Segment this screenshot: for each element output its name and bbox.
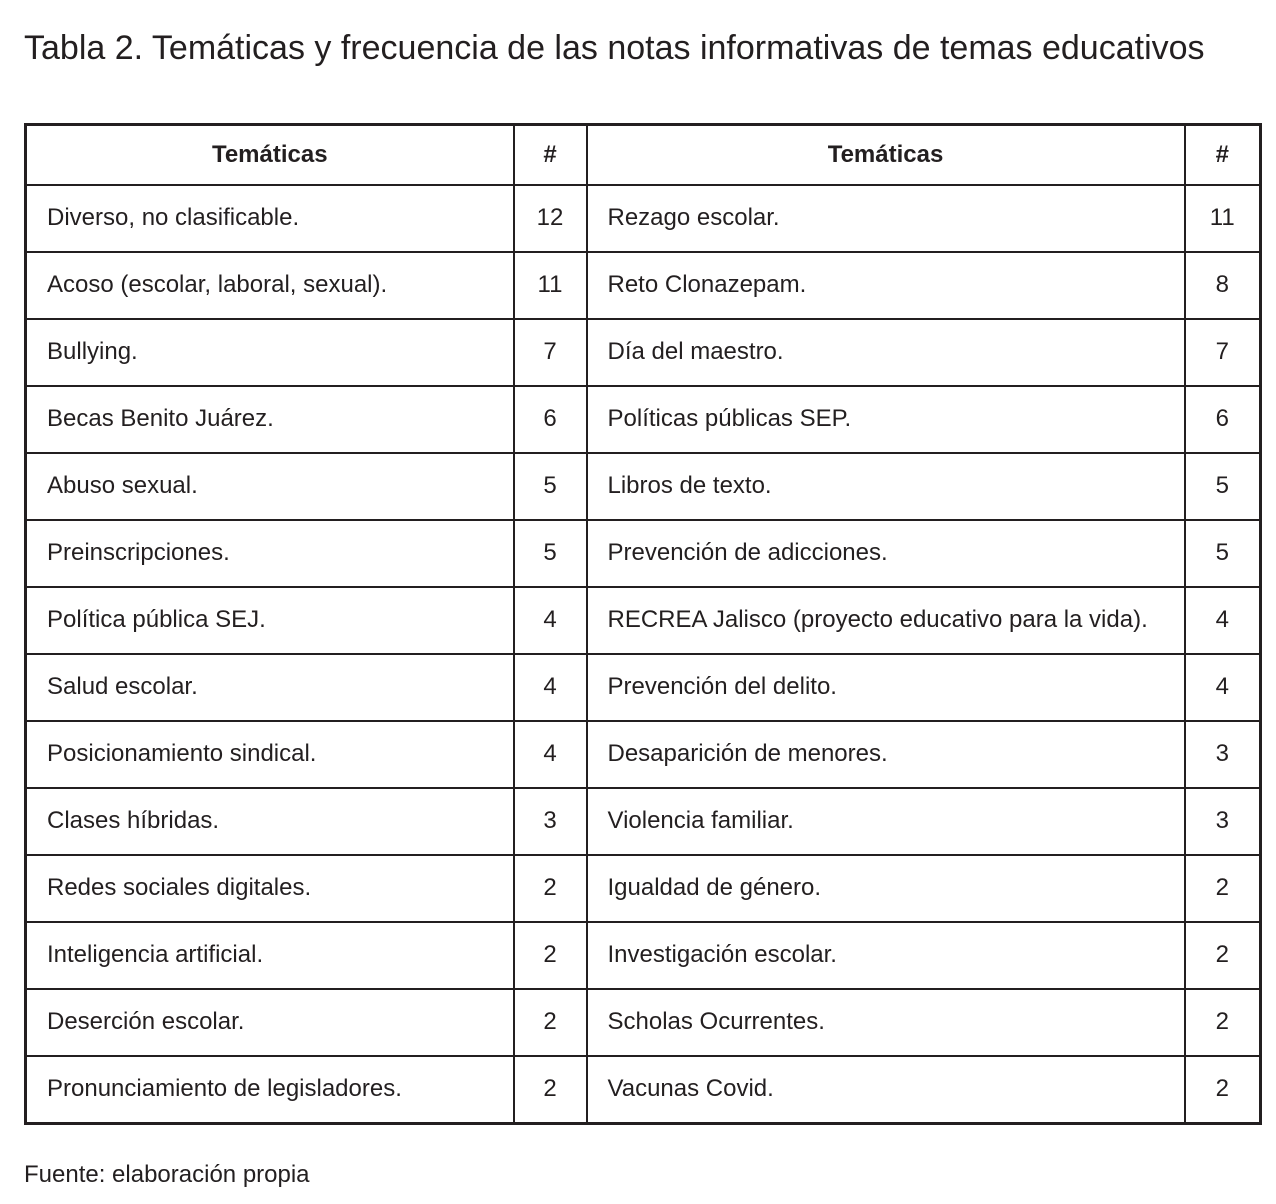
right-topic-cell: Vacunas Covid.	[587, 1056, 1185, 1124]
header-topic-left: Temáticas	[26, 125, 514, 186]
right-count-cell: 2	[1185, 922, 1261, 989]
left-topic-cell: Salud escolar.	[26, 654, 514, 721]
left-topic-cell: Acoso (escolar, laboral, sexual).	[26, 252, 514, 319]
header-topic-right: Temáticas	[587, 125, 1185, 186]
right-count-cell: 3	[1185, 721, 1261, 788]
left-count-cell: 6	[514, 386, 587, 453]
left-count-cell: 2	[514, 855, 587, 922]
left-count-cell: 4	[514, 587, 587, 654]
left-count-cell: 3	[514, 788, 587, 855]
right-count-cell: 5	[1185, 520, 1261, 587]
left-count-cell: 2	[514, 922, 587, 989]
right-count-cell: 6	[1185, 386, 1261, 453]
right-topic-cell: Reto Clonazepam.	[587, 252, 1185, 319]
source-note: Fuente: elaboración propia	[24, 1161, 310, 1188]
right-topic-cell: Desaparición de menores.	[587, 721, 1185, 788]
right-count-cell: 2	[1185, 855, 1261, 922]
table-row	[26, 252, 1261, 319]
table-row	[26, 319, 1261, 386]
left-topic-cell: Posicionamiento sindical.	[26, 721, 514, 788]
left-topic-cell: Inteligencia artificial.	[26, 922, 514, 989]
table-row	[26, 989, 1261, 1056]
right-topic-cell: Libros de texto.	[587, 453, 1185, 520]
table-row	[26, 1056, 1261, 1124]
right-topic-cell: Violencia familiar.	[587, 788, 1185, 855]
right-topic-cell: Rezago escolar.	[587, 185, 1185, 252]
left-count-cell: 5	[514, 453, 587, 520]
table-row	[26, 855, 1261, 922]
header-count-right: #	[1185, 125, 1261, 186]
right-count-cell: 5	[1185, 453, 1261, 520]
right-count-cell: 11	[1185, 185, 1261, 252]
left-topic-cell: Diverso, no clasificable.	[26, 185, 514, 252]
left-count-cell: 7	[514, 319, 587, 386]
table-row	[26, 788, 1261, 855]
right-count-cell: 4	[1185, 654, 1261, 721]
left-topic-cell: Redes sociales digitales.	[26, 855, 514, 922]
left-topic-cell: Preinscripciones.	[26, 520, 514, 587]
left-count-cell: 4	[514, 654, 587, 721]
left-count-cell: 4	[514, 721, 587, 788]
right-count-cell: 2	[1185, 989, 1261, 1056]
right-count-cell: 3	[1185, 788, 1261, 855]
left-count-cell: 5	[514, 520, 587, 587]
topics-frequency-table	[24, 123, 1262, 1125]
right-topic-cell: Día del maestro.	[587, 319, 1185, 386]
right-count-cell: 8	[1185, 252, 1261, 319]
right-topic-cell: RECREA Jalisco (proyecto educativo para la vida).	[587, 587, 1185, 654]
left-topic-cell: Clases híbridas.	[26, 788, 514, 855]
left-count-cell: 2	[514, 989, 587, 1056]
left-count-cell: 11	[514, 252, 587, 319]
table-row	[26, 587, 1261, 654]
right-topic-cell: Prevención del delito.	[587, 654, 1185, 721]
left-count-cell: 12	[514, 185, 587, 252]
table-row	[26, 654, 1261, 721]
right-count-cell: 4	[1185, 587, 1261, 654]
right-topic-cell: Políticas públicas SEP.	[587, 386, 1185, 453]
table-row	[26, 185, 1261, 252]
table-row	[26, 520, 1261, 587]
left-topic-cell: Bullying.	[26, 319, 514, 386]
left-topic-cell: Política pública SEJ.	[26, 587, 514, 654]
left-topic-cell: Abuso sexual.	[26, 453, 514, 520]
table-row	[26, 922, 1261, 989]
left-topic-cell: Becas Benito Juárez.	[26, 386, 514, 453]
right-count-cell: 2	[1185, 1056, 1261, 1124]
table-row	[26, 386, 1261, 453]
table-title: Tabla 2. Temáticas y frecuencia de las notas informativas de temas educativos	[24, 29, 1205, 67]
table-row	[26, 721, 1261, 788]
table-row	[26, 453, 1261, 520]
header-count-left: #	[514, 125, 587, 186]
right-count-cell: 7	[1185, 319, 1261, 386]
left-topic-cell: Deserción escolar.	[26, 989, 514, 1056]
left-topic-cell: Pronunciamiento de legisladores.	[26, 1056, 514, 1124]
right-topic-cell: Investigación escolar.	[587, 922, 1185, 989]
right-topic-cell: Igualdad de género.	[587, 855, 1185, 922]
right-topic-cell: Scholas Ocurrentes.	[587, 989, 1185, 1056]
header-row	[26, 125, 1261, 186]
right-topic-cell: Prevención de adicciones.	[587, 520, 1185, 587]
left-count-cell: 2	[514, 1056, 587, 1124]
